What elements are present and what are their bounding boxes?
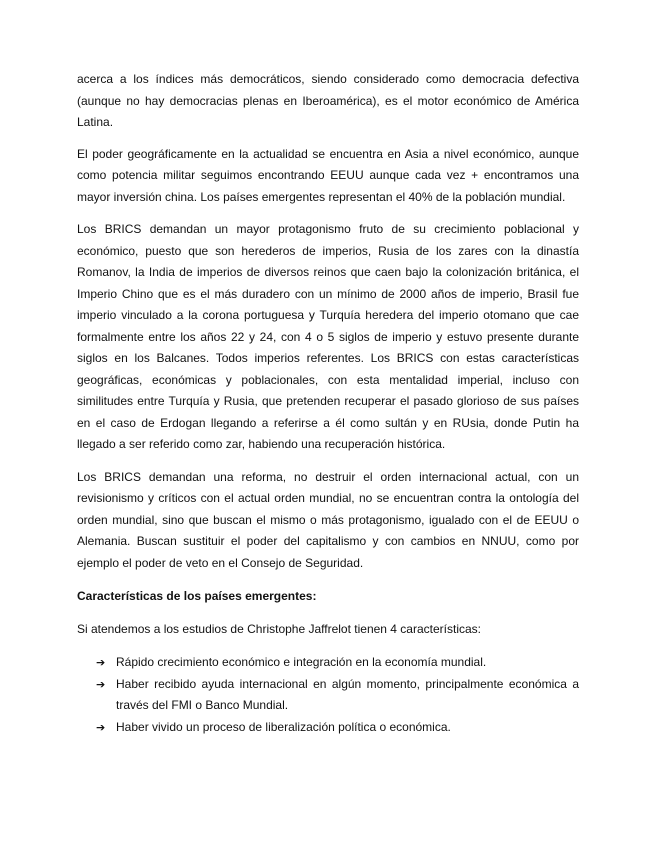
- arrow-bullet-icon: ➔: [96, 720, 106, 734]
- characteristics-list: [77, 652, 579, 738]
- list-item-text: Haber vivido un proceso de liberalización política o económica.: [116, 719, 451, 734]
- document-page: [77, 69, 579, 738]
- section-heading: Características de los países emergentes:: [77, 589, 317, 603]
- list-item: [96, 674, 579, 717]
- intro-paragraph: Si atendemos a los estudios de Christophe Jaffrelot tienen 4 características:: [77, 621, 481, 636]
- list-item: [96, 717, 579, 739]
- paragraph-brics-protagonism: Los BRICS demandan un mayor protagonismo fruto de su crecimiento poblacional y económico, puesto que son herederos de imperios, Rusia de los zares con la dinastía Romanov, la India de imperios de diversos reinos que caen bajo la colonización británica, el Imperio Chino que es el más duradero con un mínimo de 2000 años de imperio, Brasil fue imperio vinculado a la corona portuguesa y Turquía heredera del imperio otomano que cae formalmente entre los años 22 y 24, con 4 o 5 siglos de imperio y estuvo presente durante siglos en los Balcanes. Todos imperios referentes. Los BRICS con estas características geográficas, económicas y poblacionales, con esta mentalidad imperial, incluso con similitudes entre Turquía y Rusia, que pretenden recuperar el pasado glorioso de sus países en el caso de Erdogan llegando a referirse a él como sultán y en RUsia, donde Putin ha llegado a ser referido como zar, habiendo una recuperación histórica.: [77, 222, 579, 451]
- list-item-text: Rápido crecimiento económico e integración en la economía mundial.: [116, 655, 487, 669]
- paragraph-geographic-power: El poder geográficamente en la actualidad se encuentra en Asia a nivel económico, aunque como potencia militar seguimos encontrando EEUU aunque cada vez + encontramos una mayor inversión china. Los países emergentes representan el 40% de la población mundial.: [77, 146, 579, 204]
- arrow-bullet-icon: ➔: [96, 656, 106, 669]
- list-item: [96, 652, 579, 674]
- paragraph-brics-reform: Los BRICS demandan una reforma, no destruir el orden internacional actual, con un revisionismo y críticos con el actual orden mundial, no se encuentran contra la ontología del orden mundial, sino que buscan el mismo o más protagonismo, igualado con el de EEUU o Alemania. Buscan sustituir el poder del capitalismo y con cambios en NNUU, como por ejemplo el poder de veto en el Consejo de Seguridad.: [77, 469, 579, 570]
- arrow-bullet-icon: ➔: [96, 677, 106, 691]
- paragraph-democracy: acerca a los índices más democráticos, siendo considerado como democracia defectiva (aunque no hay democracias plenas en Iberoamérica), es el motor económico de América Latina.: [77, 72, 579, 129]
- list-item-text: Haber recibido ayuda internacional en algún momento, principalmente económica a través del FMI o Banco Mundial.: [116, 676, 579, 712]
